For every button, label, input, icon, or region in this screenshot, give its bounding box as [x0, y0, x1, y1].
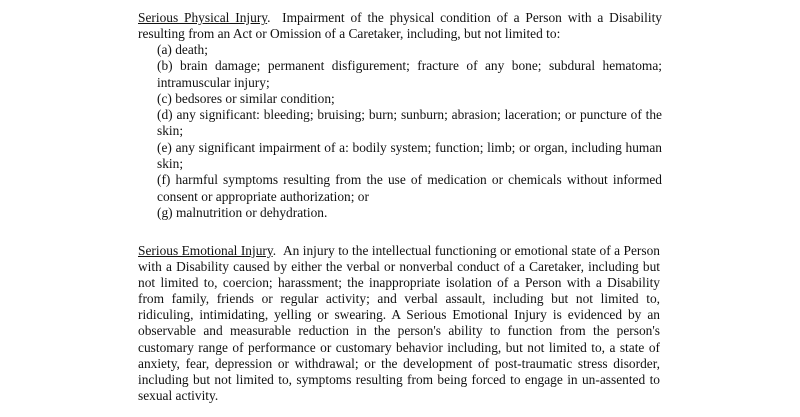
physical-injury-term: Serious Physical Injury — [138, 10, 268, 25]
physical-injury-list — [138, 42, 662, 221]
physical-injury-definition — [138, 10, 662, 42]
list-item-b: (b) brain damage; permanent disfigurement; fracture of any bone; subdural hematoma; intramuscular injury; — [157, 58, 662, 90]
list-item-c: (c) bedsores or similar condition; — [157, 90, 335, 106]
emotional-injury-body: An injury to the intellectual functioning or emotional state of a Person with a Disability caused by either the verbal or nonverbal conduct of a Caretaker, including but not limited to, coercion; harassment; the inappropriate isolation of a Person with a Disability from family, friends or regular activity; and verbal assault, including but not limited to, ridiculing, intimidating, yelling or swearing. A Serious Emotional Injury is evidenced by an observable and measurable reduction in the person's ability to function from the person's customary range of performance or customary behavior including, but not limited to, a state of anxiety, fear, depression or withdrawal; or the development of post-traumatic stress disorder, including but not limited to, symptoms resulting from being forced to engage in un-assented to sexual activity. — [138, 243, 660, 403]
physical-injury-intro: Impairment of the physical condition of a Person with a Disability resulting from an Act or Omission of a Caretaker, including, but not limited to: — [138, 10, 662, 41]
list-item-g: (g) malnutrition or dehydration. — [157, 204, 328, 220]
section-serious-emotional-injury — [138, 243, 660, 404]
physical-injury-term-period: . — [267, 10, 271, 25]
emotional-injury-term: Serious Emotional Injury — [138, 243, 273, 258]
emotional-injury-term-period: . — [272, 243, 277, 258]
list-item-e: (e) any significant impairment of a: bodily system; function; limb; or organ, including human skin; — [157, 139, 662, 172]
list-item-f: (f) harmful symptoms resulting from the use of medication or chemicals without informed consent or appropriate authorization; or — [157, 172, 662, 204]
section-serious-physical-injury — [138, 10, 662, 221]
emotional-injury-definition — [138, 243, 660, 404]
list-item-a: (a) death; — [157, 42, 208, 57]
list-item-d: (d) any significant: bleeding; bruising; burn; sunburn; abrasion; laceration; or puncture of the skin; — [157, 107, 662, 139]
